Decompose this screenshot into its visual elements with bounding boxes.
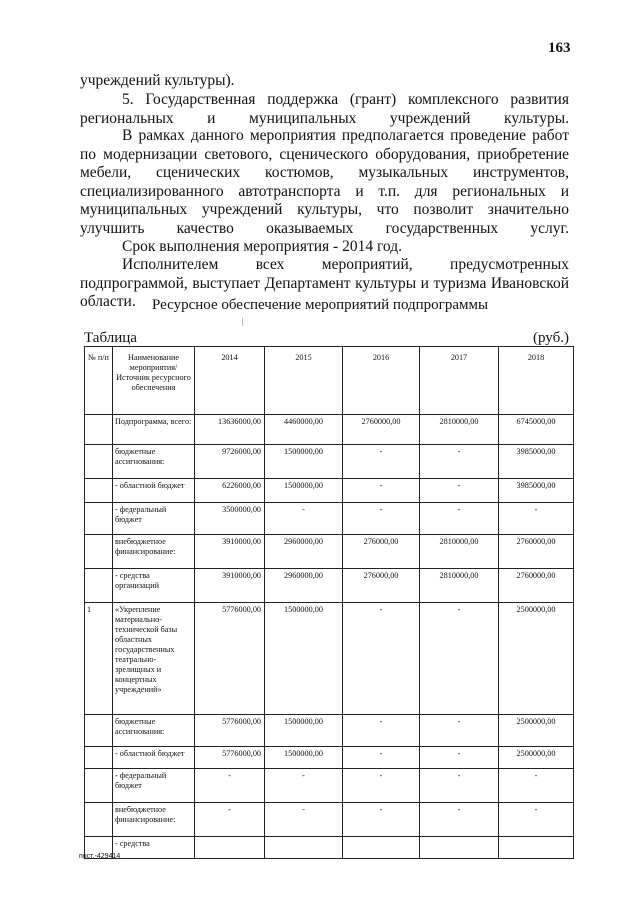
row-name: «Укрепление материально-технической базы областных государственных театрально-зрелищных и концертных учреждений» xyxy=(113,603,195,715)
footer-code: пост.-429414 xyxy=(79,853,121,860)
table-label: Таблица xyxy=(84,330,137,346)
row-num xyxy=(85,535,113,569)
table-row xyxy=(85,445,574,479)
header-name: Наименование мероприятия/ Источник ресурсного обеспечения xyxy=(113,347,195,415)
row-num xyxy=(85,803,113,837)
table-row xyxy=(85,837,574,859)
cell-value: 1500000,00 xyxy=(265,603,343,715)
cell-value: 1500000,00 xyxy=(265,445,343,479)
cell-value: 2760000,00 xyxy=(343,415,420,445)
scan-mark xyxy=(242,318,245,326)
table-row xyxy=(85,769,574,803)
cell-value: 3910000,00 xyxy=(195,535,265,569)
cell-value xyxy=(499,837,574,859)
cell-value: 276000,00 xyxy=(343,535,420,569)
cell-value: 6745000,00 xyxy=(499,415,574,445)
cell-value: - xyxy=(420,803,499,837)
table-row xyxy=(85,415,574,445)
row-num xyxy=(85,569,113,603)
cell-value xyxy=(265,837,343,859)
row-name: Подпрограмма, всего: xyxy=(113,415,195,445)
cell-value: 5776000,00 xyxy=(195,603,265,715)
paragraph-3: В рамках данного мероприятия предполагается проведение работ по модернизации светового, сценического оборудования, приобретение мебели, сценических костюмов, музыкальных инструментов, специализированного автотранспорта и т.п. для региональных и муниципальных учреждений культуры, что позволит значительно улучшить качество оказываемых государственных услуг. xyxy=(80,127,569,237)
table-row xyxy=(85,569,574,603)
row-num xyxy=(85,479,113,503)
cell-value: - xyxy=(343,445,420,479)
cell-value: 3985000,00 xyxy=(499,445,574,479)
table-row xyxy=(85,479,574,503)
cell-value: - xyxy=(343,479,420,503)
header-year: 2018 xyxy=(499,347,574,415)
cell-value: - xyxy=(343,769,420,803)
row-name: - федеральный бюджет xyxy=(113,503,195,535)
cell-value: - xyxy=(420,603,499,715)
cell-value: 2760000,00 xyxy=(499,535,574,569)
cell-value xyxy=(420,837,499,859)
cell-value: 1500000,00 xyxy=(265,715,343,747)
row-name: - средства xyxy=(113,837,195,859)
table-row xyxy=(85,803,574,837)
cell-value: - xyxy=(265,803,343,837)
row-name: бюджетные ассигнования: xyxy=(113,715,195,747)
header-num: № п/п xyxy=(85,347,113,415)
table-row xyxy=(85,715,574,747)
cell-value: 2500000,00 xyxy=(499,747,574,769)
cell-value: 2810000,00 xyxy=(420,415,499,445)
cell-value: 4460000,00 xyxy=(265,415,343,445)
row-name: внебюджетное финансирование: xyxy=(113,535,195,569)
cell-value: 13636000,00 xyxy=(195,415,265,445)
table-row xyxy=(85,535,574,569)
cell-value: 5776000,00 xyxy=(195,747,265,769)
row-name: внебюджетное финансирование: xyxy=(113,803,195,837)
cell-value: - xyxy=(499,503,574,535)
row-num: 1 xyxy=(85,603,113,715)
row-name: бюджетные ассигнования: xyxy=(113,445,195,479)
cell-value: 1500000,00 xyxy=(265,747,343,769)
row-num xyxy=(85,445,113,479)
cell-value: - xyxy=(265,503,343,535)
cell-value xyxy=(195,837,265,859)
row-num xyxy=(85,503,113,535)
cell-value: - xyxy=(343,747,420,769)
resource-table xyxy=(84,346,574,859)
cell-value: 276000,00 xyxy=(343,569,420,603)
row-name: - областной бюджет xyxy=(113,479,195,503)
row-num xyxy=(85,769,113,803)
paragraph-2: 5. Государственная поддержка (грант) комплексного развития региональных и муниципальных учреждений культуры. xyxy=(80,91,569,127)
table-row xyxy=(85,503,574,535)
header-year: 2014 xyxy=(195,347,265,415)
cell-value: - xyxy=(195,803,265,837)
table-row xyxy=(85,747,574,769)
cell-value: - xyxy=(420,479,499,503)
cell-value: - xyxy=(420,503,499,535)
cell-value: 2810000,00 xyxy=(420,569,499,603)
header-year: 2015 xyxy=(265,347,343,415)
cell-value: 6226000,00 xyxy=(195,479,265,503)
cell-value: - xyxy=(420,769,499,803)
table-header-row xyxy=(85,347,574,415)
cell-value xyxy=(343,837,420,859)
row-num xyxy=(85,415,113,445)
cell-value: 5776000,00 xyxy=(195,715,265,747)
cell-value: - xyxy=(195,769,265,803)
cell-value: - xyxy=(343,603,420,715)
paragraph-1: учреждений культуры). xyxy=(80,72,235,89)
cell-value: - xyxy=(420,445,499,479)
cell-value: 2500000,00 xyxy=(499,715,574,747)
row-num xyxy=(85,747,113,769)
table-unit: (руб.) xyxy=(533,330,569,346)
paragraph-4: Срок выполнения мероприятия - 2014 год. xyxy=(122,238,402,255)
cell-value: 9726000,00 xyxy=(195,445,265,479)
header-year: 2016 xyxy=(343,347,420,415)
cell-value: - xyxy=(420,747,499,769)
paragraph-5: Исполнителем всех мероприятий, предусмотренных подпрограммой, выступает Департамент культуры и туризма Ивановской области. xyxy=(80,256,569,311)
cell-value: 2760000,00 xyxy=(499,569,574,603)
cell-value: 2960000,00 xyxy=(265,535,343,569)
cell-value: 3910000,00 xyxy=(195,569,265,603)
cell-value: 2500000,00 xyxy=(499,603,574,715)
cell-value: 3500000,00 xyxy=(195,503,265,535)
cell-value: - xyxy=(343,715,420,747)
cell-value: - xyxy=(499,803,574,837)
cell-value: - xyxy=(343,803,420,837)
cell-value: 1500000,00 xyxy=(265,479,343,503)
header-year: 2017 xyxy=(420,347,499,415)
row-name: - средства организаций xyxy=(113,569,195,603)
cell-value: - xyxy=(265,769,343,803)
table-row xyxy=(85,603,574,715)
cell-value: - xyxy=(499,769,574,803)
cell-value: 3985000,00 xyxy=(499,479,574,503)
row-name: - областной бюджет xyxy=(113,747,195,769)
table-caption: Ресурсное обеспечение мероприятий подпрограммы xyxy=(151,297,489,313)
cell-value: 2810000,00 xyxy=(420,535,499,569)
cell-value: - xyxy=(420,715,499,747)
row-name: - федеральный бюджет xyxy=(113,769,195,803)
cell-value: 2960000,00 xyxy=(265,569,343,603)
page-number: 163 xyxy=(548,40,571,56)
cell-value: - xyxy=(343,503,420,535)
row-num xyxy=(85,715,113,747)
